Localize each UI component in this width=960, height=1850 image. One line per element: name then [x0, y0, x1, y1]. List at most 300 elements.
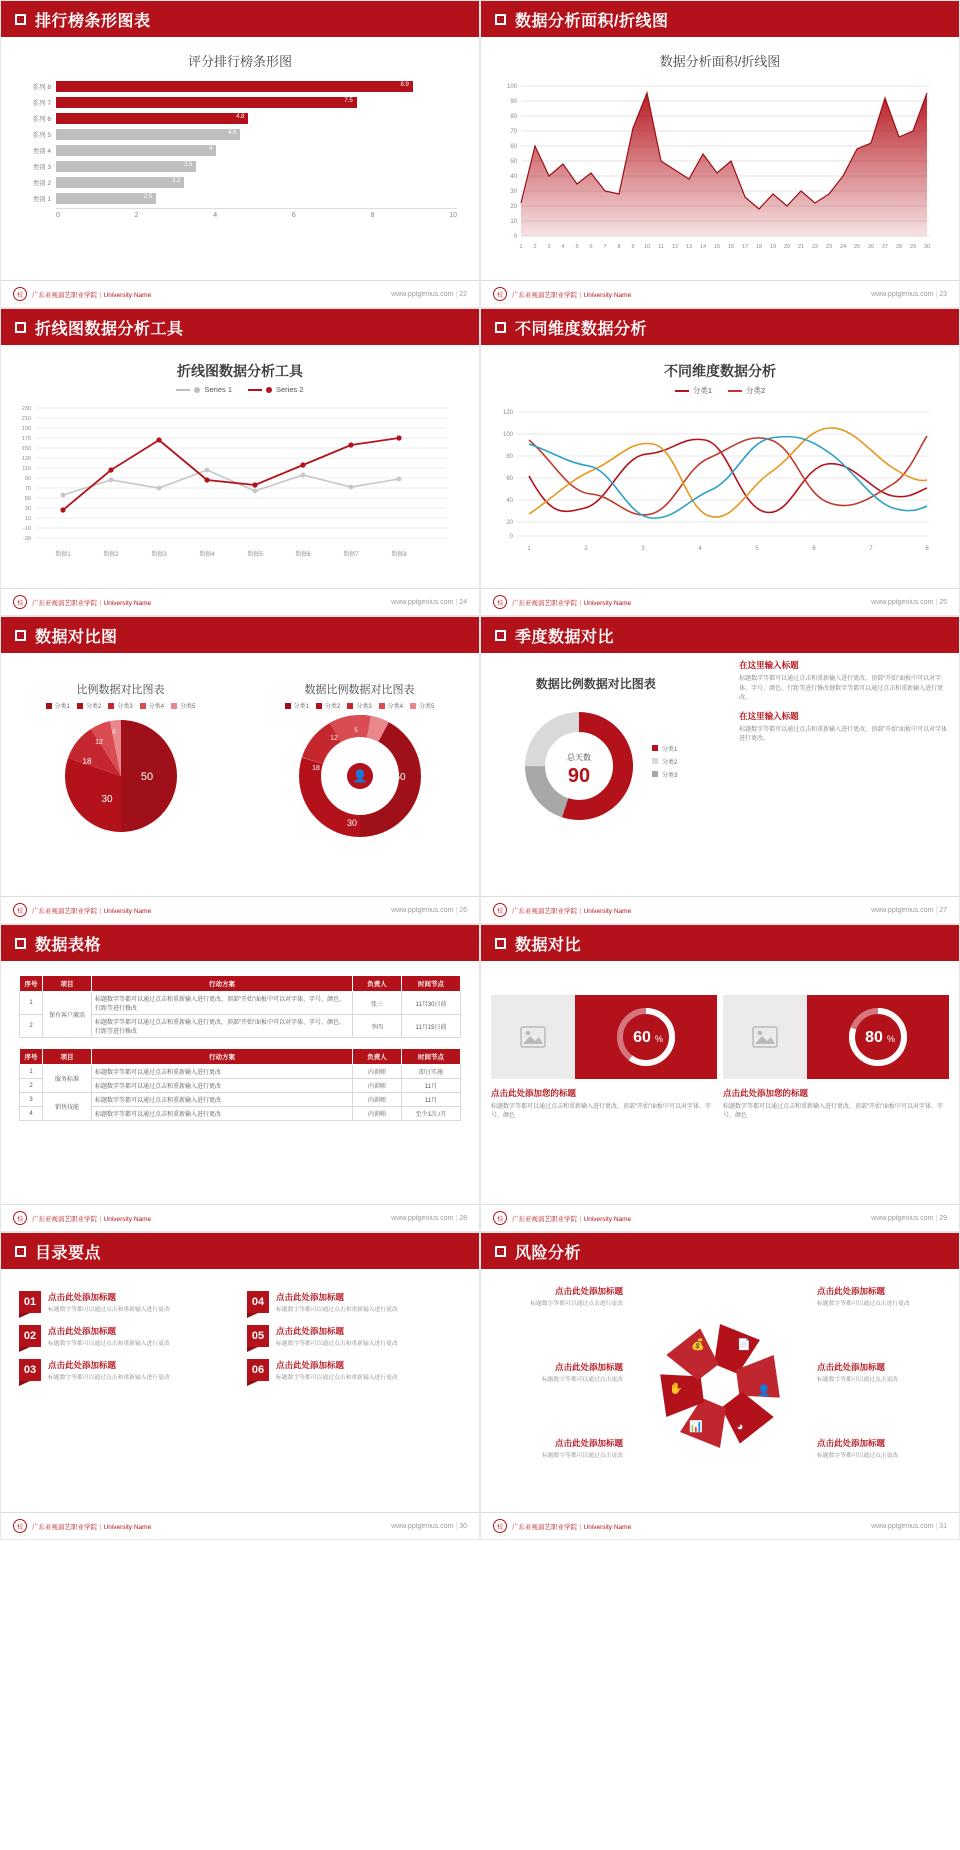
slide-body: [481, 653, 959, 897]
svg-text:25: 25: [853, 244, 861, 250]
page-number: 30: [459, 1522, 467, 1530]
footer-university: 广东亚视演艺职业学院｜University Name: [512, 1523, 632, 1531]
catalog-heading: 点击此处添加标题: [48, 1325, 117, 1336]
cell-action: 标题数字等都可以通过点击和重新输入进行更改: [92, 1065, 353, 1079]
legend-label: 分类3: [662, 772, 678, 779]
svg-text:3: 3: [547, 244, 551, 250]
footer-sep: |: [935, 598, 938, 606]
svg-text:5: 5: [755, 546, 759, 552]
col-owner: 负责人: [353, 1049, 402, 1065]
bar-row: [9, 80, 457, 93]
bar-row: [9, 160, 457, 173]
catalog-number: 03: [19, 1359, 41, 1381]
chart-title: 不同维度数据分析: [664, 363, 776, 379]
catalog-item[interactable]: [19, 1359, 233, 1383]
svg-text:22: 22: [811, 244, 819, 250]
catalog-heading: 点击此处添加标题: [48, 1292, 117, 1302]
catalog-text: 标题数字等都可以通过点击和重新输入进行更改: [48, 1307, 170, 1313]
svg-text:数据1: 数据1: [55, 552, 71, 558]
cell-action: 标题数字等都可以通过点击和重新输入进行更改: [92, 1093, 353, 1107]
footer-sep: |: [455, 1214, 458, 1222]
slide-risk-analysis: [480, 1232, 960, 1540]
risk-label: [817, 1285, 945, 1309]
risk-heading: 点击此处添加标题: [554, 1286, 623, 1296]
svg-text:90: 90: [510, 99, 517, 105]
donut-value: 12: [329, 735, 338, 742]
bar-row: [9, 112, 457, 125]
compare-card: [491, 995, 717, 1079]
slide-bar-ranking: [0, 0, 480, 308]
bar-label: 类别 2: [32, 180, 51, 187]
catalog-item[interactable]: [247, 1359, 461, 1383]
donut-chart: [250, 712, 470, 842]
legend-label: 分类5: [419, 704, 435, 710]
cell-action: 标题数字等都可以通过点击和重新输入进行更改，顶部“开始”面板中可以对字体、字号、颜色、行距等进行修改: [92, 992, 353, 1015]
cell-time: 11月15日前: [402, 1015, 461, 1038]
block-heading: 在这里输入标题: [739, 660, 799, 670]
svg-text:50: 50: [24, 496, 31, 502]
svg-text:190: 190: [21, 426, 31, 432]
bar-row: [9, 176, 457, 189]
donut-value: 50: [393, 772, 406, 783]
cell-owner: 内训师: [353, 1093, 402, 1107]
svg-text:18: 18: [755, 244, 763, 250]
text-panel: [739, 653, 959, 745]
svg-text:70: 70: [510, 129, 517, 135]
slide-body: [1, 961, 479, 1205]
legend-label: 分类1: [293, 704, 309, 710]
catalog-number: 05: [247, 1325, 269, 1347]
svg-text:130: 130: [21, 456, 31, 462]
footer-university: 广东亚视演艺职业学院｜University Name: [32, 1215, 152, 1223]
percent-unit: %: [654, 1034, 664, 1044]
donut-panel: [240, 653, 479, 897]
footer-university: 广东亚视演艺职业学院｜University Name: [32, 907, 152, 915]
col-time: 时间节点: [402, 1049, 461, 1065]
cell-project: 保有客户激活: [43, 992, 92, 1038]
footer-site: www.pptgenius.com: [391, 1214, 454, 1222]
bar-value: 4: [209, 146, 213, 152]
slide-title: 数据对比: [515, 936, 582, 954]
svg-text:10: 10: [24, 516, 31, 522]
table-row: [20, 1065, 461, 1079]
slide-header: [481, 1233, 959, 1269]
legend-item-series2: [248, 385, 304, 394]
bar-value: 4.6: [228, 130, 237, 136]
svg-text:100: 100: [502, 432, 513, 438]
legend-label: 分类4: [387, 704, 404, 710]
footer-sep: |: [455, 598, 458, 606]
footer-university: 广东亚视演艺职业学院｜University Name: [32, 1523, 152, 1531]
donut-panel: [481, 653, 710, 828]
bar-row: [9, 192, 457, 205]
slide-data-compare-cards: [480, 924, 960, 1232]
bar-label: 类别 1: [32, 196, 51, 203]
line-chart: [1, 394, 461, 564]
donut-legend: [652, 744, 677, 783]
col-owner: 负责人: [353, 976, 402, 992]
slide-area-chart: [480, 0, 960, 308]
slide-header: [1, 617, 479, 653]
cell-owner: 内训师: [353, 1079, 402, 1093]
risk-text: 标题数字等都可以通过点击更改: [817, 1453, 899, 1459]
svg-text:9: 9: [631, 244, 635, 250]
percent-value: 80: [865, 1029, 883, 1046]
svg-text:4: 4: [698, 546, 702, 552]
svg-text:70: 70: [24, 486, 31, 492]
svg-text:数据4: 数据4: [199, 552, 215, 558]
slide-header: [481, 925, 959, 961]
svg-text:6: 6: [589, 244, 593, 250]
footer-sep: |: [455, 290, 458, 298]
svg-text:11: 11: [658, 244, 664, 250]
cell-index: 2: [20, 1015, 43, 1038]
square-icon: [15, 14, 26, 25]
progress-ring: [575, 995, 717, 1079]
slide-multi-dimension: [480, 308, 960, 616]
legend-label: 分类4: [148, 704, 165, 710]
cell-owner: 张三: [353, 992, 402, 1015]
table-header-row: [20, 976, 461, 992]
cell-index: 3: [20, 1093, 43, 1107]
image-placeholder-icon: [491, 995, 575, 1079]
table-action-plan-2: [19, 1048, 461, 1121]
pie-value: 50: [140, 771, 153, 783]
slide-data-comparison-pie: [0, 616, 480, 924]
svg-text:-30: -30: [23, 536, 31, 542]
card-text: [723, 1087, 949, 1121]
slide-title: 风险分析: [515, 1244, 582, 1262]
svg-text:16: 16: [727, 244, 735, 250]
legend-label: 分类2: [324, 704, 341, 710]
svg-text:7: 7: [603, 244, 607, 250]
footer-university: 广东亚视演艺职业学院｜University Name: [512, 1215, 632, 1223]
bar-row: [9, 96, 457, 109]
legend-label: 分类2: [746, 386, 766, 395]
pie-title: 比例数据对比图表: [76, 684, 165, 696]
svg-text:24: 24: [839, 244, 847, 250]
x-tick: 6: [291, 212, 296, 219]
slide-data-tables: [0, 924, 480, 1232]
footer-site: www.pptgenius.com: [871, 290, 934, 298]
svg-text:29: 29: [909, 244, 917, 250]
slide-header: [481, 617, 959, 653]
slide-title: 数据分析面积/折线图: [515, 12, 669, 30]
donut-value: 18: [311, 765, 320, 772]
area-chart: [481, 76, 941, 266]
slide-title: 目录要点: [35, 1244, 102, 1262]
slide-footer: [1, 588, 479, 615]
footer-university: 广东亚视演艺职业学院｜University Name: [512, 907, 632, 915]
cell-project: 服务标准: [43, 1065, 92, 1093]
x-axis: [56, 208, 457, 219]
slide-body: [1, 37, 479, 281]
slide-footer: [1, 280, 479, 307]
chart-title: 评分排行榜条形图: [187, 54, 292, 69]
svg-text:13: 13: [685, 244, 693, 250]
page-number: 22: [459, 290, 467, 298]
svg-text:10: 10: [643, 244, 651, 250]
slide-footer: [1, 896, 479, 923]
cell-project: 销售技能: [43, 1093, 92, 1121]
page-number: 31: [939, 1522, 947, 1530]
risk-heading: 点击此处添加标题: [817, 1438, 886, 1448]
cell-owner: 李四: [353, 1015, 402, 1038]
risk-label: [495, 1437, 623, 1461]
svg-text:21: 21: [797, 244, 805, 250]
table-action-plan-1: [19, 975, 461, 1038]
card-heading: 点击此处添加您的标题: [491, 1088, 577, 1098]
legend-label: Series 2: [276, 385, 304, 394]
square-icon: [495, 938, 506, 949]
page-number: 26: [459, 906, 467, 914]
risk-text: 标题数字等都可以通过点击进行更改: [817, 1301, 910, 1307]
col-project: 项目: [43, 1049, 92, 1065]
chart-legend: [481, 385, 959, 396]
x-tick: 10: [449, 212, 457, 219]
legend-label: 分类5: [180, 704, 196, 710]
donut-title: 数据比例数据对比图表: [304, 684, 415, 696]
catalog-number: 04: [247, 1291, 269, 1313]
card-paragraph: 标题数字等都可以通过点击和重新输入进行更改，顶部“开始”面板中可以对字体、字号、颜色: [723, 1104, 943, 1119]
legend-item-1: [675, 385, 712, 396]
slide-title: 数据对比图: [35, 628, 118, 646]
risk-label: [495, 1285, 623, 1309]
legend-label: 分类2: [85, 704, 102, 710]
table-row: [20, 1093, 461, 1107]
slide-body: [1, 345, 479, 589]
svg-text:17: 17: [741, 244, 749, 250]
chart-pie-icon: ◕: [736, 1421, 744, 1434]
chart-title: 折线图数据分析工具: [177, 363, 303, 379]
cell-time: 11月: [402, 1079, 461, 1093]
bar-chart: [1, 76, 479, 219]
slide-body: [481, 37, 959, 281]
slide-quarterly-comparison: [480, 616, 960, 924]
seal-icon: 校: [13, 287, 27, 301]
svg-text:28: 28: [895, 244, 903, 250]
footer-sep: |: [935, 290, 938, 298]
image-placeholder-icon: [723, 995, 807, 1079]
chart-legend: [1, 385, 479, 394]
pie-value: 18: [82, 757, 91, 766]
svg-text:210: 210: [21, 416, 31, 422]
catalog-item[interactable]: [247, 1325, 461, 1349]
svg-text:30: 30: [510, 189, 517, 195]
catalog-number: 06: [247, 1359, 269, 1381]
x-tick: 4: [213, 212, 218, 219]
legend-item-series1: [176, 385, 232, 394]
seal-icon: 校: [13, 903, 27, 917]
catalog-text: 标题数字等都可以通过点击和重新输入进行更改: [48, 1374, 170, 1381]
square-icon: [15, 322, 26, 333]
catalog-text: 标题数字等都可以通过点击和重新输入进行更改: [276, 1374, 398, 1381]
person-icon: 👤: [352, 769, 367, 783]
chart-title: 数据分析面积/折线图: [659, 54, 781, 69]
pie-value: 5: [111, 730, 116, 736]
card-heading: 点击此处添加您的标题: [723, 1088, 809, 1098]
donut-value: 30: [346, 818, 357, 828]
slide-header: [1, 1, 479, 37]
col-project: 项目: [43, 976, 92, 992]
slide-line-tool: [0, 308, 480, 616]
slide-title: 不同维度数据分析: [515, 320, 648, 338]
seal-icon: 校: [13, 1211, 27, 1225]
table-header-row: [20, 1049, 461, 1065]
card-text-row: [481, 1087, 959, 1121]
risk-heading: 点击此处添加标题: [554, 1362, 623, 1372]
percent-value: 60: [633, 1029, 651, 1046]
svg-text:7: 7: [869, 546, 873, 552]
pinwheel-diagram: [635, 1301, 805, 1471]
x-tick: 8: [370, 212, 375, 219]
cell-index: 2: [20, 1079, 43, 1093]
svg-text:40: 40: [506, 498, 513, 504]
square-icon: [495, 322, 506, 333]
bar-label: 系列 6: [32, 116, 51, 123]
bar-label: 系列 7: [32, 100, 51, 107]
footer-site: www.pptgenius.com: [391, 598, 454, 606]
svg-text:26: 26: [867, 244, 875, 250]
cell-index: 4: [20, 1107, 43, 1121]
risk-heading: 点击此处添加标题: [817, 1362, 886, 1372]
svg-text:-10: -10: [23, 526, 31, 532]
risk-heading: 点击此处添加标题: [817, 1286, 886, 1296]
pie-panel: [1, 653, 240, 897]
svg-text:2: 2: [533, 244, 537, 250]
slide-header: [1, 1233, 479, 1269]
catalog-number: 01: [19, 1291, 41, 1313]
catalog-text: 标题数字等都可以通过点击和重新输入进行更改: [48, 1340, 170, 1347]
risk-text: 标题数字等都可以通过点击更改: [541, 1377, 623, 1383]
cell-owner: 内训师: [353, 1107, 402, 1121]
bar-value: 4.8: [236, 114, 245, 120]
cell-action: 标题数字等都可以通过点击和重新输入进行更改: [92, 1107, 353, 1121]
catalog-number: 02: [19, 1325, 41, 1347]
footer-site: www.pptgenius.com: [871, 1214, 934, 1222]
square-icon: [15, 938, 26, 949]
footer-site: www.pptgenius.com: [391, 1522, 454, 1530]
legend-item-2: [728, 385, 765, 396]
svg-text:10: 10: [510, 219, 517, 225]
svg-text:数据3: 数据3: [151, 552, 167, 558]
slide-footer: [1, 1512, 479, 1539]
footer-university: 广东亚视演艺职业学院｜University Name: [512, 291, 632, 299]
svg-text:数据8: 数据8: [391, 552, 407, 558]
risk-text: 标题数字等都可以通过点击更改: [541, 1453, 623, 1459]
percent-unit: %: [886, 1034, 896, 1044]
svg-text:1: 1: [519, 244, 523, 250]
block-text: 标题数字等都可以通过点击和重新输入进行更改，顶部“开始”面板中可以对字体进行更改。: [739, 726, 948, 743]
catalog-item[interactable]: [19, 1291, 233, 1315]
cell-time: 11月30日前: [402, 992, 461, 1015]
svg-text:110: 110: [22, 466, 31, 472]
cell-action: 标题数字等都可以通过点击和重新输入进行更改: [92, 1079, 353, 1093]
seal-icon: 校: [493, 287, 507, 301]
seal-icon: 校: [493, 903, 507, 917]
catalog-text: 标题数字等都可以通过点击和重新输入进行更改: [276, 1340, 398, 1347]
money-bag-icon: 💰: [691, 1339, 705, 1352]
pie-value: 30: [100, 794, 113, 805]
slide-header: [1, 309, 479, 345]
svg-text:100: 100: [506, 84, 517, 90]
hand-icon: ✋: [669, 1383, 683, 1396]
svg-text:8: 8: [617, 244, 621, 250]
footer-site: www.pptgenius.com: [871, 1522, 934, 1530]
svg-text:3: 3: [641, 546, 645, 552]
slide-footer: [1, 1204, 479, 1231]
donut-legend: [240, 701, 479, 710]
card-text: [491, 1087, 717, 1121]
catalog-text: 标题数字等都可以通过点击和重新输入进行更改: [276, 1307, 398, 1313]
svg-text:170: 170: [21, 436, 31, 442]
slide-body: [1, 1269, 479, 1513]
svg-text:60: 60: [506, 476, 513, 482]
col-action: 行动方案: [92, 976, 353, 992]
legend-label: 分类3: [117, 704, 133, 710]
page-number: 28: [459, 1214, 467, 1222]
catalog-heading: 点击此处添加标题: [276, 1359, 345, 1370]
svg-text:0: 0: [513, 234, 517, 240]
footer-sep: |: [935, 1522, 938, 1530]
page-number: 29: [939, 1214, 947, 1222]
bar-value: 7.5: [344, 98, 353, 104]
catalog-heading: 点击此处添加标题: [48, 1359, 117, 1370]
svg-text:12: 12: [671, 244, 679, 250]
seal-icon: 校: [493, 1211, 507, 1225]
svg-text:1: 1: [527, 546, 531, 552]
bar-row: [9, 144, 457, 157]
slide-title: 排行榜条形图表: [35, 12, 151, 30]
svg-text:6: 6: [812, 546, 816, 552]
x-tick: 2: [134, 212, 139, 219]
svg-text:15: 15: [713, 244, 721, 250]
slide-body: [481, 1269, 959, 1513]
page-number: 23: [939, 290, 947, 298]
svg-text:19: 19: [769, 244, 777, 250]
svg-text:0: 0: [509, 534, 513, 540]
donut-value: 5: [353, 728, 358, 734]
col-time: 时间节点: [402, 976, 461, 992]
block-heading: 在这里输入标题: [739, 710, 799, 721]
catalog-item[interactable]: [247, 1291, 461, 1315]
col-action: 行动方案: [92, 1049, 353, 1065]
slide-header: [481, 309, 959, 345]
pie-chart: [11, 712, 231, 842]
cell-index: 1: [20, 1065, 43, 1079]
svg-text:数据6: 数据6: [295, 552, 311, 558]
col-index: 序号: [20, 1049, 43, 1065]
multiline-chart: [481, 396, 941, 564]
person-icon: 👤: [757, 1385, 771, 1398]
risk-text: 标题数字等都可以通过点击进行更改: [530, 1301, 623, 1307]
footer-sep: |: [935, 1214, 938, 1222]
svg-text:120: 120: [502, 410, 513, 416]
square-icon: [15, 630, 26, 641]
cell-action: 标题数字等都可以通过点击和重新输入进行更改，顶部“开始”面板中可以对字体、字号、颜色、行距等进行修改: [92, 1015, 353, 1038]
svg-text:150: 150: [21, 446, 31, 452]
catalog-item[interactable]: [19, 1325, 233, 1349]
svg-text:14: 14: [699, 244, 707, 250]
svg-text:60: 60: [510, 144, 517, 150]
card-row: [481, 995, 959, 1079]
slide-footer: [481, 588, 959, 615]
donut-center-label: 总天数: [567, 753, 592, 762]
risk-label: [495, 1361, 623, 1385]
document-icon: 📄: [737, 1339, 751, 1352]
slide-body: [481, 345, 959, 589]
legend-label: 分类1: [662, 746, 678, 753]
